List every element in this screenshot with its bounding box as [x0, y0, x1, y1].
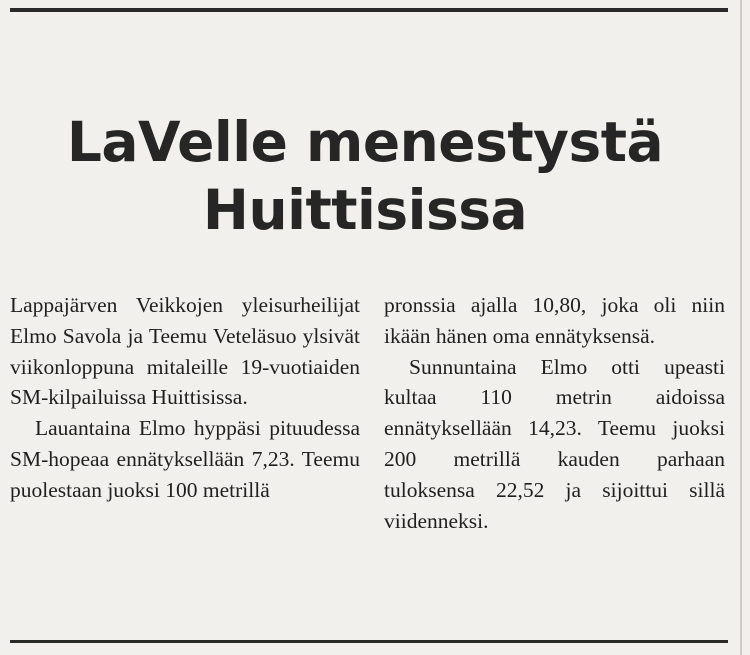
headline — [20, 108, 710, 244]
headline-line-2: Huittisissa — [202, 178, 528, 242]
clipping-edge — [740, 0, 742, 655]
left-paragraph-1: Lappajärven Veikkojen yleisurheilijat Elmo Savola ja Teemu Veteläsuo ylsivät viikonloppuna mitaleille 19-vuotiaiden SM-kilpailuissa Huittisissa. — [10, 293, 360, 410]
right-paragraph-2: Sunnuntaina Elmo otti upeasti kultaa 110 metrin aidoissa ennätyksellään 14,23. Teemu juoksi 200 metrillä kauden parhaan tuloksensa 22,52 ja sijoittui sillä viidenneksi. — [384, 354, 725, 533]
bottom-rule — [10, 640, 728, 643]
left-paragraph-2: Lauantaina Elmo hyppäsi pituudessa SM-hopeaa ennätyksellään 7,23. Teemu puolestaan juoksi 100 metrillä — [10, 416, 360, 502]
left-column — [10, 290, 360, 506]
right-column — [384, 290, 725, 536]
headline-line-1: LaVelle menestystä — [66, 110, 664, 174]
top-rule — [10, 8, 728, 12]
right-paragraph-1: pronssia ajalla 10,80, joka oli niin ikään hänen oma ennätyksensä. — [384, 293, 725, 348]
